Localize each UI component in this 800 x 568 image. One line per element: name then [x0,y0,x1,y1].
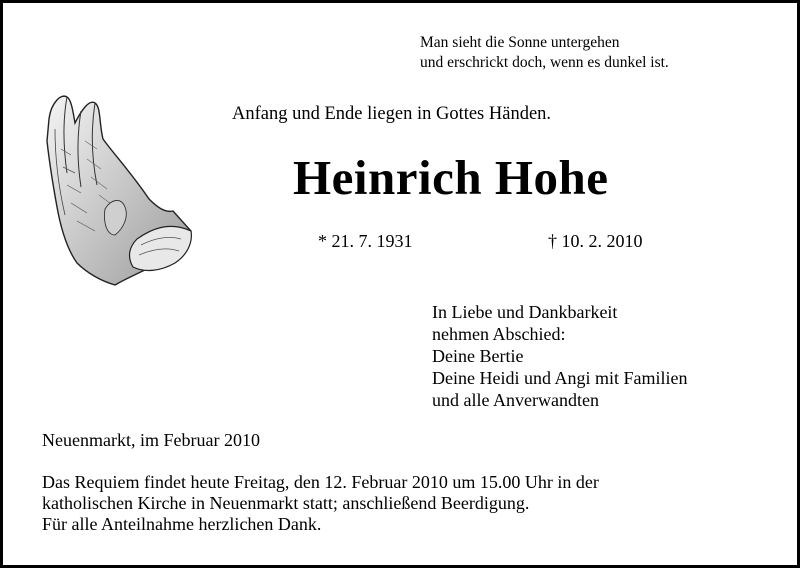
mourners-line: Deine Heidi und Angi mit Familien [432,368,688,388]
requiem-line: Das Requiem findet heute Freitag, den 12. Februar 2010 um 15.00 Uhr in der [42,472,599,492]
deceased-name: Heinrich Hohe [293,150,609,205]
motto-line-1: Man sieht die Sonne untergehen [420,34,620,51]
requiem-line: Für alle Anteilnahme herzlichen Dank. [42,514,322,534]
requiem-info [42,472,599,535]
subtitle-line: Anfang und Ende liegen in Gottes Händen. [232,104,552,124]
death-date: † 10. 2. 2010 [548,231,643,251]
mourners-line: Deine Bertie [432,346,524,366]
mourners-block [432,301,687,411]
motto-line-2: und erschrickt doch, wenn es dunkel ist. [420,54,669,71]
mourners-line: und alle Anverwandten [432,390,599,410]
place-date: Neuenmarkt, im Februar 2010 [42,430,260,450]
motto-quote [420,33,669,73]
birth-date: * 21. 7. 1931 [318,231,413,251]
requiem-line: katholischen Kirche in Neuenmarkt statt; anschließend Beerdigung. [42,493,530,513]
praying-hands-icon [41,89,201,287]
mourners-line: nehmen Abschied: [432,324,566,344]
mourners-line: In Liebe und Dankbarkeit [432,302,618,322]
